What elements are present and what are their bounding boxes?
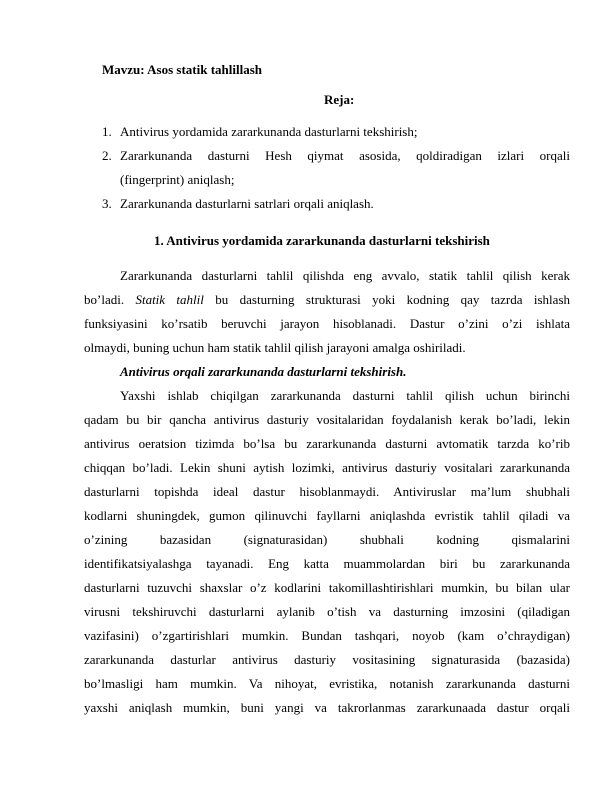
- para1-line-2-end: bu dasturning strukturasi yoki kodning qay tazrda ishlash: [203, 292, 570, 307]
- para1-line-2-start: bo’ladi.: [84, 292, 136, 307]
- section-heading: 1. Antivirus yordamida zararkunanda dasturlarni tekshirish: [154, 233, 490, 248]
- para2-line-9: dasturlarni tuzuvchi shaxslar o’z kodlarini takomillashtirishlari mumkin, bu bilan ular: [84, 580, 570, 595]
- para2-line-7: o’zining bazasidan (signaturasidan) shubhali kodning qismalarini: [84, 532, 570, 547]
- para2-line-3: antivirus oeratsion tizimda bo’lsa bu zararkunanda dasturni avtomatik tarzda ko’rib: [84, 436, 570, 451]
- plan-item-3-number: 3.: [102, 196, 112, 211]
- para2-line-1: Yaxshi ishlab chiqilgan zararkunanda dasturni tahlil qilish uchun birinchi: [120, 388, 570, 403]
- para2-line-8: identifikatsiyalashga tayanadi. Eng katta muammolardan biri bu zararkunanda: [84, 556, 570, 571]
- para1-term-statik-tahlil: Statik tahlil: [135, 292, 204, 307]
- para2-line-5: dasturlarni topishda ideal dastur hisoblanmaydi. Antiviruslar ma’lum shubhali: [84, 484, 570, 499]
- para2-line-6: kodlarni shuningdek, gumon qilinuvchi fayllarni aniqlashda evristik tahlil qiladi va: [84, 508, 570, 523]
- para1-line-3: funksiyasini ko’rsatib beruvchi jarayon hisoblanadi. Dastur o’zini o’zi ishlata: [84, 316, 570, 331]
- para2-line-4: chiqqan bo’ladi. Lekin shuni aytish lozimki, antivirus dasturiy vositalari zararkunanda: [84, 460, 570, 475]
- plan-item-3-text: Zararkunanda dasturlarni satrlari orqali aniqlash.: [120, 196, 374, 211]
- plan-item-2-line-2: (fingerprint) aniqlash;: [120, 172, 235, 187]
- plan-item-1-number: 1.: [102, 124, 112, 139]
- para1-line-1: Zararkunanda dasturlarni tahlil qilishda eng avvalo, statik tahlil qilish kerak: [120, 268, 570, 283]
- topic-title: Mavzu: Asos statik tahlillash: [102, 62, 262, 77]
- plan-item-1-text: Antivirus yordamida zararkunanda dasturlarni tekshirish;: [120, 124, 418, 139]
- para1-line-4: olmaydi, buning uchun ham statik tahlil qilish jarayoni amalga oshiriladi.: [84, 340, 466, 355]
- para1-line-2: [84, 292, 570, 308]
- plan-heading: Reja:: [324, 92, 355, 107]
- para2-line-14: yaxshi aniqlash mumkin, buni yangi va takrorlanmas zararkunaada dastur orqali: [84, 700, 570, 715]
- para2-line-10: virusni tekshiruvchi dasturlarni aylanib o’tish va dasturning imzosini (qiladigan: [84, 604, 570, 619]
- para2-line-13: bo’lmasligi ham mumkin. Va nihoyat, evristika, notanish zararkunanda dasturni: [84, 676, 570, 691]
- plan-item-2-number: 2.: [102, 148, 112, 163]
- para2-line-11: vazifasini) o’zgartirishlari mumkin. Bundan tashqari, noyob (kam o’chraydigan): [84, 628, 570, 643]
- plan-item-2-line-1: Zararkunanda dasturni Hesh qiymat asosida, qoldiradigan izlari orqali: [120, 148, 570, 163]
- para2-line-12: zararkunanda dasturlar antivirus dasturiy vositasining signaturasida (bazasida): [84, 652, 570, 667]
- subheading: Antivirus orqali zararkunanda dasturlarni tekshirish.: [120, 364, 407, 379]
- para2-line-2: qadam bu bir qancha antivirus dasturiy vositalaridan foydalanish kerak bo’ladi, lekin: [84, 412, 570, 427]
